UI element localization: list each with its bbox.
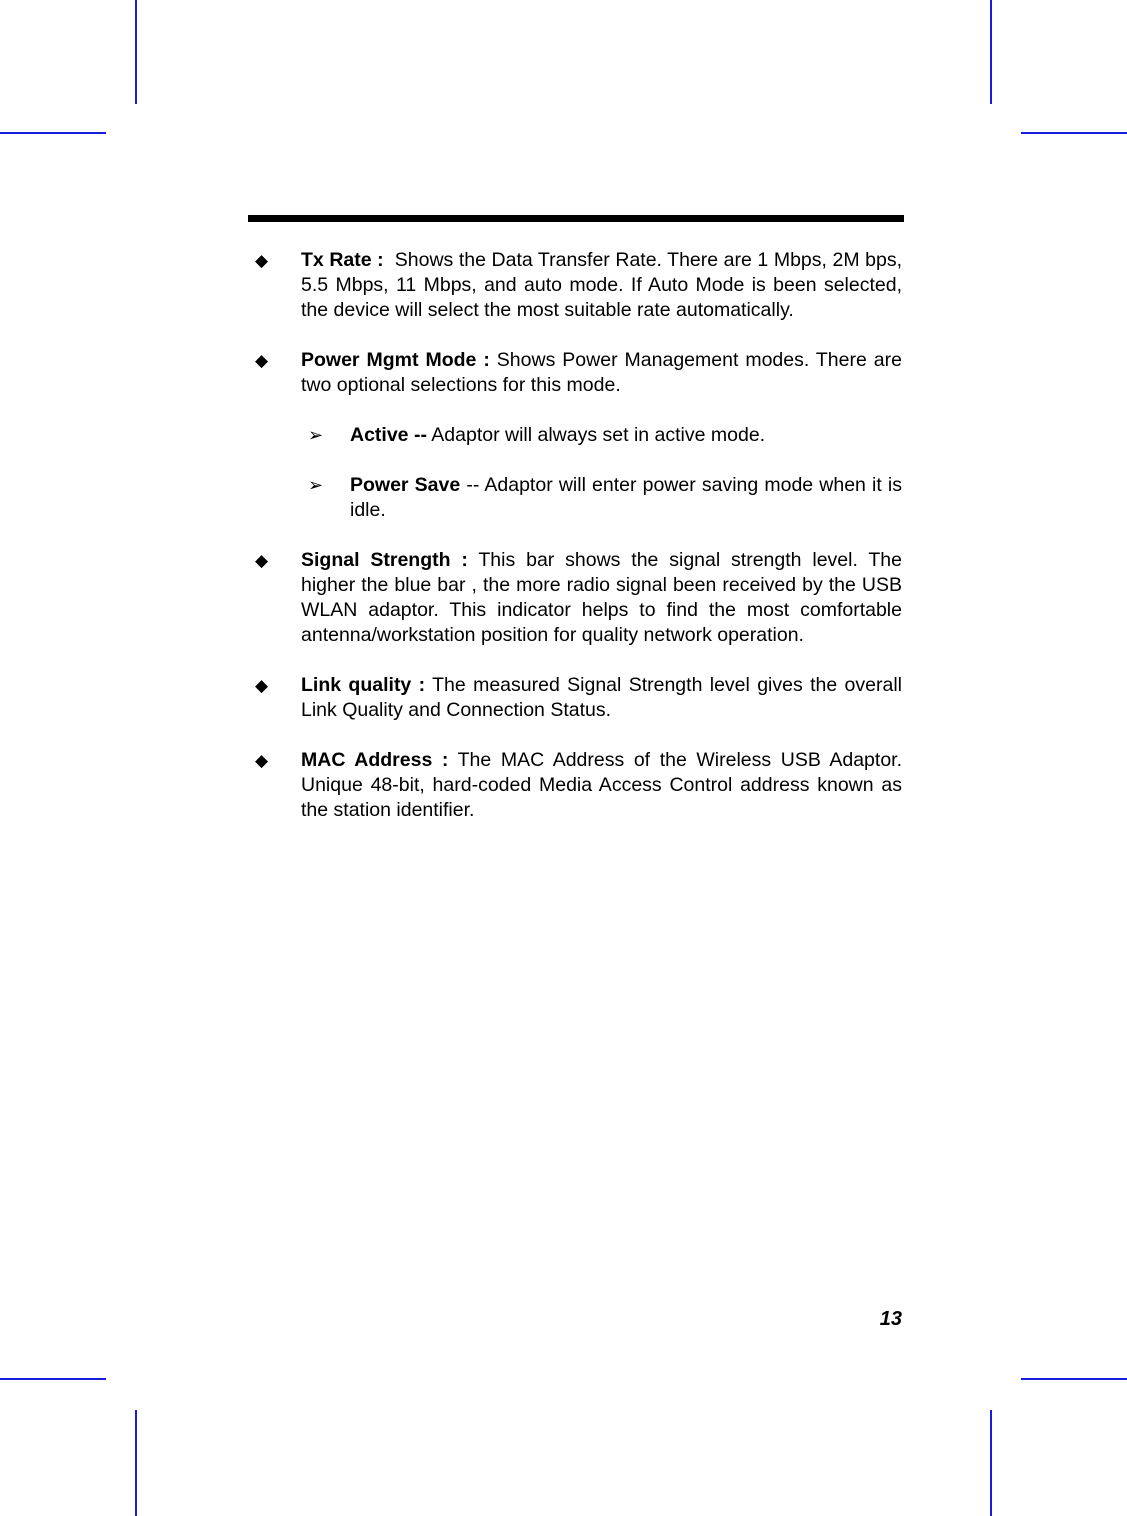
item-term: Power Mgmt Mode : bbox=[301, 349, 490, 371]
item-term: Link quality : bbox=[301, 674, 426, 696]
sub-item-active bbox=[248, 423, 902, 448]
item-paragraph bbox=[301, 548, 902, 648]
item-text: This bar shows the signal strength level. The higher the blue bar , the more radio signal been received by the USB WLAN adaptor. This indicator helps to find the most comfortable antenna/workstation position for quality network operation. bbox=[301, 549, 902, 646]
crop-mark-bottom-left-horizontal bbox=[0, 1378, 106, 1380]
crop-mark-top-left-vertical bbox=[135, 0, 137, 104]
list-item-signal-strength bbox=[248, 548, 902, 648]
diamond-bullet-icon: ◆ bbox=[255, 251, 269, 270]
item-term: MAC Address : bbox=[301, 749, 449, 771]
item-text: Shows the Data Transfer Rate. There are 1 Mbps, 2M bps, 5.5 Mbps, 11 Mbps, and auto mode. If Auto Mode is been selected, the device will select the most suitable rate automatically. bbox=[301, 249, 908, 321]
diamond-bullet-icon: ◆ bbox=[255, 551, 269, 570]
item-paragraph bbox=[301, 348, 902, 398]
item-paragraph bbox=[350, 473, 902, 523]
diamond-bullet-icon: ◆ bbox=[255, 351, 269, 370]
item-text: Adaptor will always set in active mode. bbox=[426, 424, 766, 446]
item-term: Signal Strength : bbox=[301, 549, 468, 571]
crop-mark-bottom-right-vertical bbox=[990, 1410, 992, 1516]
diamond-bullet-icon: ◆ bbox=[255, 751, 269, 770]
item-text: The MAC Address of the Wireless USB Adaptor. Unique 48-bit, hard-coded Media Access Control address known as the station identifier. bbox=[301, 749, 902, 821]
list-item-tx-rate bbox=[248, 248, 908, 323]
crop-mark-top-left-horizontal bbox=[0, 132, 106, 134]
item-text: Shows Power Management modes. There are two optional selections for this mode. bbox=[301, 349, 902, 396]
item-term: Power Save bbox=[350, 474, 461, 496]
item-term: Tx Rate : bbox=[301, 249, 384, 271]
crop-mark-bottom-right-horizontal bbox=[1021, 1378, 1127, 1380]
item-paragraph bbox=[301, 248, 908, 323]
list-item-power-mgmt-mode bbox=[248, 348, 902, 398]
page-number: 13 bbox=[879, 1308, 902, 1330]
arrow-bullet-icon: ➢ bbox=[308, 425, 324, 445]
item-paragraph bbox=[350, 423, 902, 448]
item-text: The measured Signal Strength level gives the overall Link Quality and Connection Status. bbox=[301, 674, 902, 721]
page-content bbox=[248, 248, 908, 848]
list-item-link-quality bbox=[248, 673, 902, 723]
header-rule bbox=[248, 215, 904, 222]
crop-mark-top-right-horizontal bbox=[1021, 132, 1127, 134]
list-item-mac-address bbox=[248, 748, 902, 823]
sub-item-power-save bbox=[248, 473, 902, 523]
crop-mark-top-right-vertical bbox=[990, 0, 992, 104]
diamond-bullet-icon: ◆ bbox=[255, 676, 269, 695]
crop-mark-bottom-left-vertical bbox=[135, 1410, 137, 1516]
item-paragraph bbox=[301, 673, 902, 723]
item-paragraph bbox=[301, 748, 902, 823]
item-text: -- Adaptor will enter power saving mode when it is idle. bbox=[350, 474, 902, 521]
arrow-bullet-icon: ➢ bbox=[308, 475, 324, 495]
item-term: Active -- bbox=[350, 424, 427, 446]
